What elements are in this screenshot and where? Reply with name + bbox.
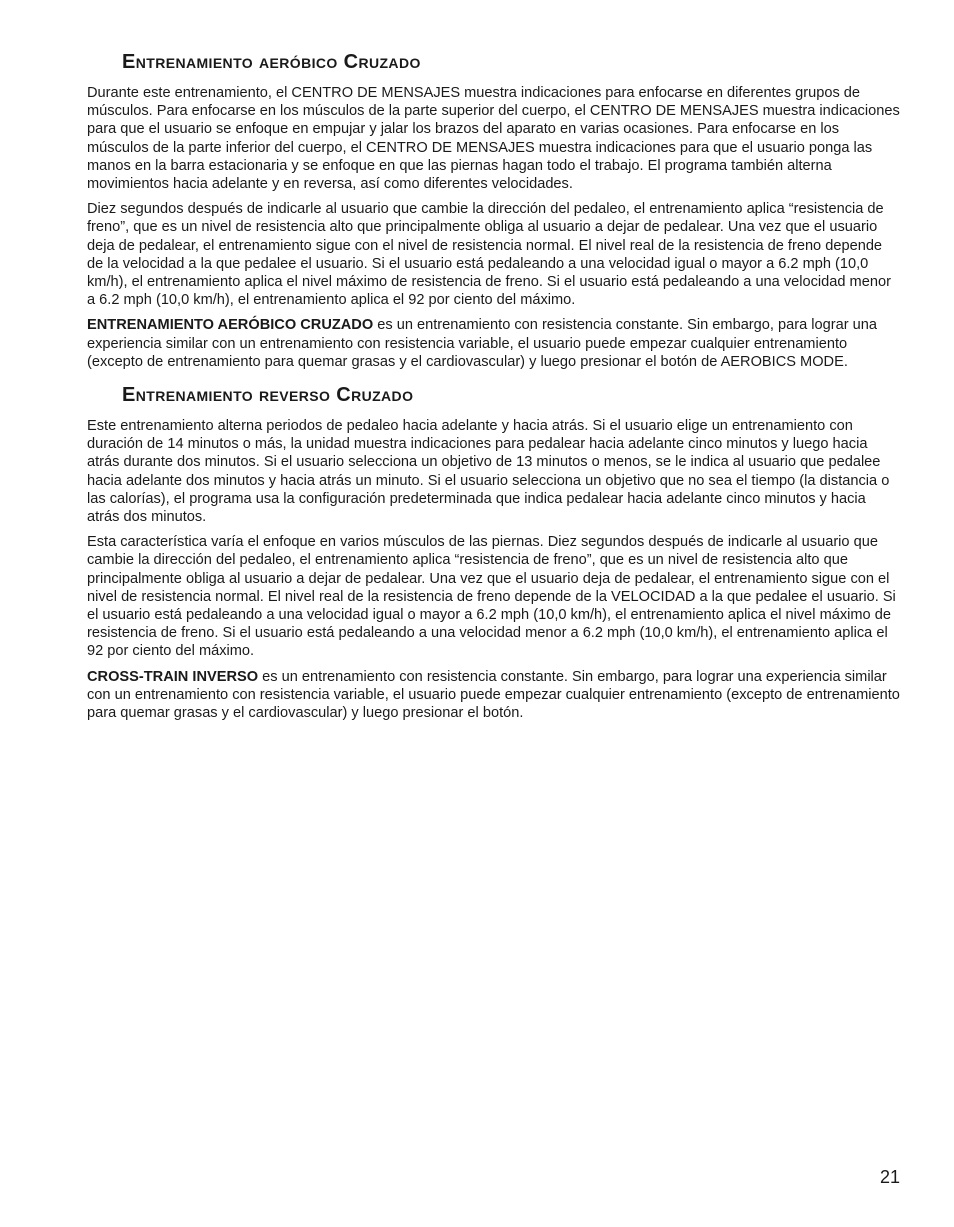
section-heading-aerobic-cross: Entrenamiento aeróbico Cruzado [122,51,421,73]
paragraph-reverse-intro: Este entrenamiento alterna periodos de pedaleo hacia adelante y hacia atrás. Si el usuario elige un entrenamiento con duración de 14 minutos o más, la unidad muestra indicaciones para pedalear hacia adelante cinco minutos y luego hacia atrás durante dos minutos. Si el usuario selecciona un objetivo de 13 minutos o menos, se le indica al usuario que pedalee hacia adelante dos minutos y hacia atrás un minuto. Si el usuario selecciona un objetivo que no sea el tiempo (la distancia o las calorías), el programa usa la configuración predeterminada que indica pedalear hacia adelante cinco minutos y hacia atrás dos minutos. [87,418,890,526]
page-number: 21 [880,1167,901,1187]
paragraph-aerobic-intro: Durante este entrenamiento, el CENTRO DE MENSAJES muestra indicaciones para enfocarse en diferentes grupos de músculos. Para enfocarse en los músculos de la parte superior del cuerpo, el CENTRO DE MENSAJES muestra indicaciones para que el usuario se enfoque en empujar y jalar los brazos del aparato en varias ocasiones. Para enfocarse en los músculos de la parte inferior del cuerpo, el CENTRO DE MENSAJES muestra indicaciones para que el usuario ponga las manos en la barra estacionaria y se enfoque en que las piernas hagan todo el trabajo. El programa también alterna movimientos hacia adelante y en reversa, así como diferentes velocidades. [87,85,900,193]
section-heading-reverse-cross: Entrenamiento reverso Cruzado [122,384,414,407]
paragraph-lead-term: CROSS-TRAIN INVERSO [87,668,259,685]
paragraph-reverse-brake: Esta característica varía el enfoque en varios músculos de las piernas. Diez segundos después de indicarle al usuario que cambie la dirección del pedaleo, el entrenamiento aplica “resistencia de freno”, que es un nivel de resistencia alto que principalmente obliga al usuario a dejar de pedalear. Una vez que el usuario deja de pedalear, el entrenamiento sigue con el nivel de resistencia normal. El nivel real de la resistencia de freno depende de la VELOCIDAD a la que pedalee el usuario. Si el usuario está pedaleando a una velocidad igual o mayor a 6.2 mph (10,0 km/h), el entrenamiento aplica el nivel máximo de resistencia de freno. Si el usuario está pedaleando a una velocidad menor a 6.2 mph (10,0 km/h), el entrenamiento aplica el 92 por ciento del máximo. [87,534,896,660]
paragraph-aerobic-brake: Diez segundos después de indicarle al usuario que cambie la dirección del pedaleo, el entrenamiento aplica “resistencia de freno”, que es un nivel de resistencia alto que principalmente obliga al usuario a dejar de pedalear. Una vez que el usuario deja de pedalear, el entrenamiento sigue con el nivel de resistencia normal. El nivel real de la resistencia de freno depende de la velocidad a la que pedalee el usuario. Si el usuario está pedaleando a una velocidad igual o mayor a 6.2 mph (10,0 km/h), el entrenamiento aplica el nivel máximo de resistencia de freno. Si el usuario está pedaleando a una velocidad menor a 6.2 mph (10,0 km/h), el entrenamiento aplica el 92 por ciento del máximo. [87,201,891,309]
paragraph-reverse-constant [87,668,901,723]
page-content [87,50,901,729]
paragraph-aerobic-constant [87,316,901,371]
paragraph-rest-text: es un entrenamiento con resistencia constante. Sin embargo, para lograr una experiencia similar con un entrenamiento con resistencia variable, el usuario puede empezar cualquier entrenamiento (excepto de entrenamiento para quemar grasas y el cardiovascular) y luego presionar el botón. [87,668,900,722]
paragraph-rest-text: es un entrenamiento con resistencia constante. Sin embargo, para lograr una experiencia similar con un entrenamiento con resistencia variable, el usuario puede empezar cualquier entrenamiento (excepto de entrenamiento para quemar grasas y el cardiovascular) y luego presionar el botón de AEROBICS MODE. [87,317,877,370]
paragraph-lead-term: ENTRENAMIENTO AERÓBICO CRUZADO [87,317,374,334]
